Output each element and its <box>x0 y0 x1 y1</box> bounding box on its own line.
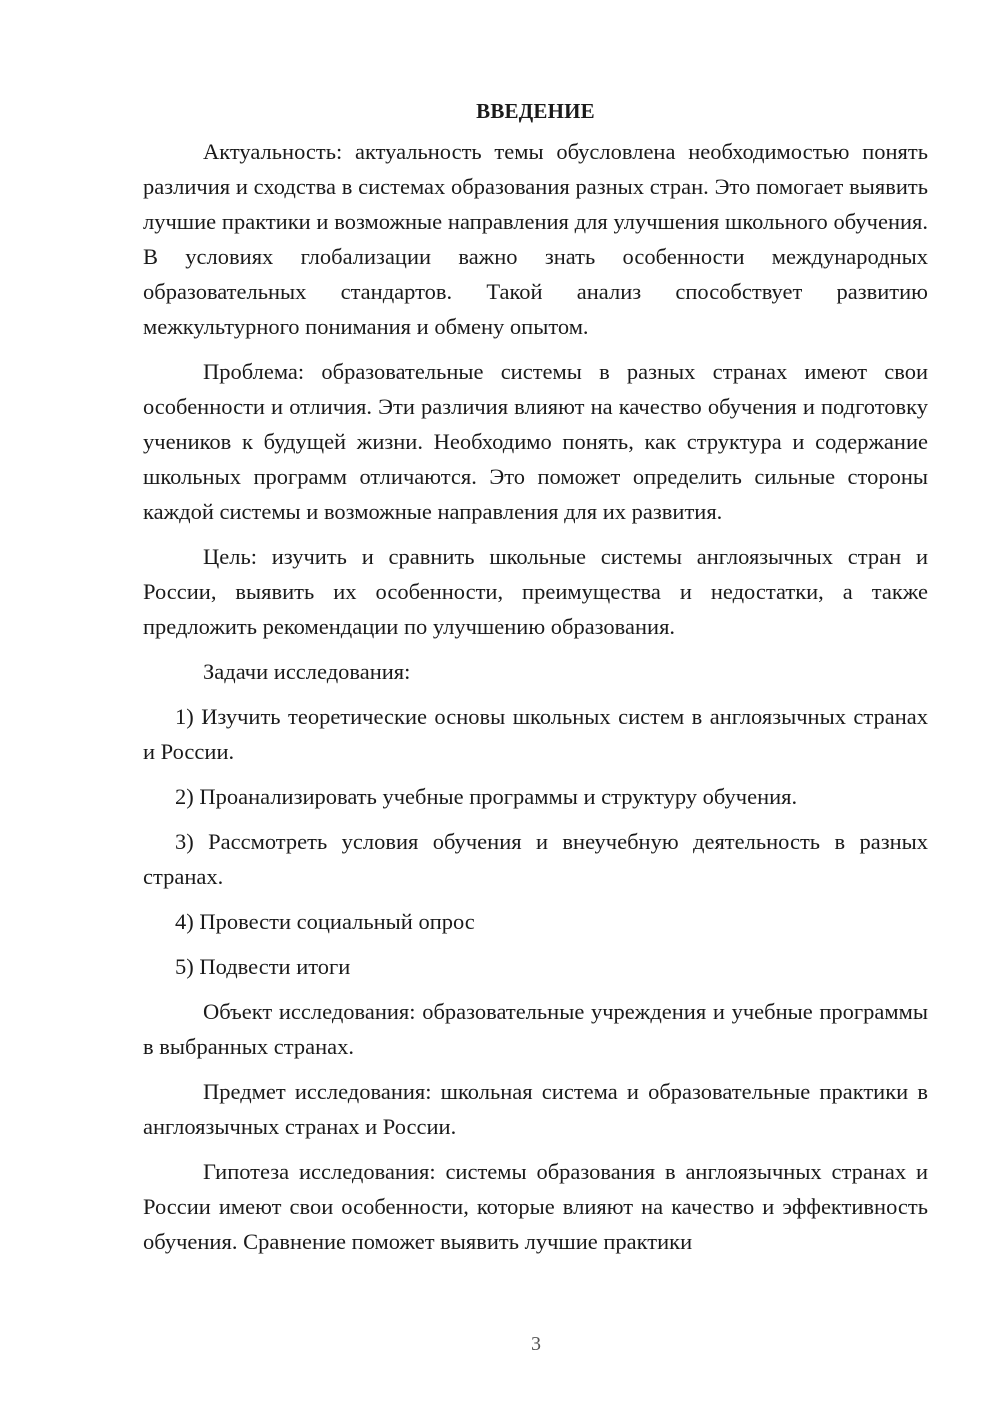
task-item-5: 5) Подвести итоги <box>175 954 351 979</box>
task-item-2: 2) Проанализировать учебные программы и структуру обучения. <box>175 784 798 809</box>
task-item-1: 1) Изучить теоретические основы школьных систем в англоязычных странах и России. <box>143 704 928 764</box>
paragraph-problem: Проблема: образовательные системы в разных странах имеют свои особенности и отличия. Эти различия влияют на качество обучения и подготовку учеников к будущей жизни. Необходимо понять, как структура и содержание школьных программ отличаются. Это поможет определить сильные стороны каждой системы и возможные направления для их развития. <box>143 359 928 524</box>
paragraph-subject: Предмет исследования: школьная система и образовательные практики в англоязычных странах и России. <box>143 1079 928 1139</box>
task-item-4: 4) Провести социальный опрос <box>175 909 475 934</box>
paragraph-object: Объект исследования: образовательные учреждения и учебные программы в выбранных странах. <box>143 999 928 1059</box>
paragraph-goal: Цель: изучить и сравнить школьные системы англоязычных стран и России, выявить их особенности, преимущества и недостатки, а также предложить рекомендации по улучшению образования. <box>143 544 928 639</box>
paragraph-hypothesis: Гипотеза исследования: системы образования в англоязычных странах и России имеют свои особенности, которые влияют на качество и эффективность обучения. Сравнение поможет выявить лучшие практики <box>143 1159 928 1254</box>
section-title: ВВЕДЕНИЕ <box>476 99 595 123</box>
page-number: 3 <box>531 1333 541 1355</box>
task-item-3: 3) Рассмотреть условия обучения и внеучебную деятельность в разных странах. <box>143 829 928 889</box>
paragraph-tasks-heading: Задачи исследования: <box>203 659 411 684</box>
page-content <box>143 96 928 1269</box>
paragraph-relevance: Актуальность: актуальность темы обусловлена необходимостью понять различия и сходства в системах образования разных стран. Это помогает выявить лучшие практики и возможные направления для улучшения школьного обучения. В условиях глобализации важно знать особенности международных образовательных стандартов. Такой анализ способствует развитию межкультурного понимания и обмену опытом. <box>143 139 928 339</box>
